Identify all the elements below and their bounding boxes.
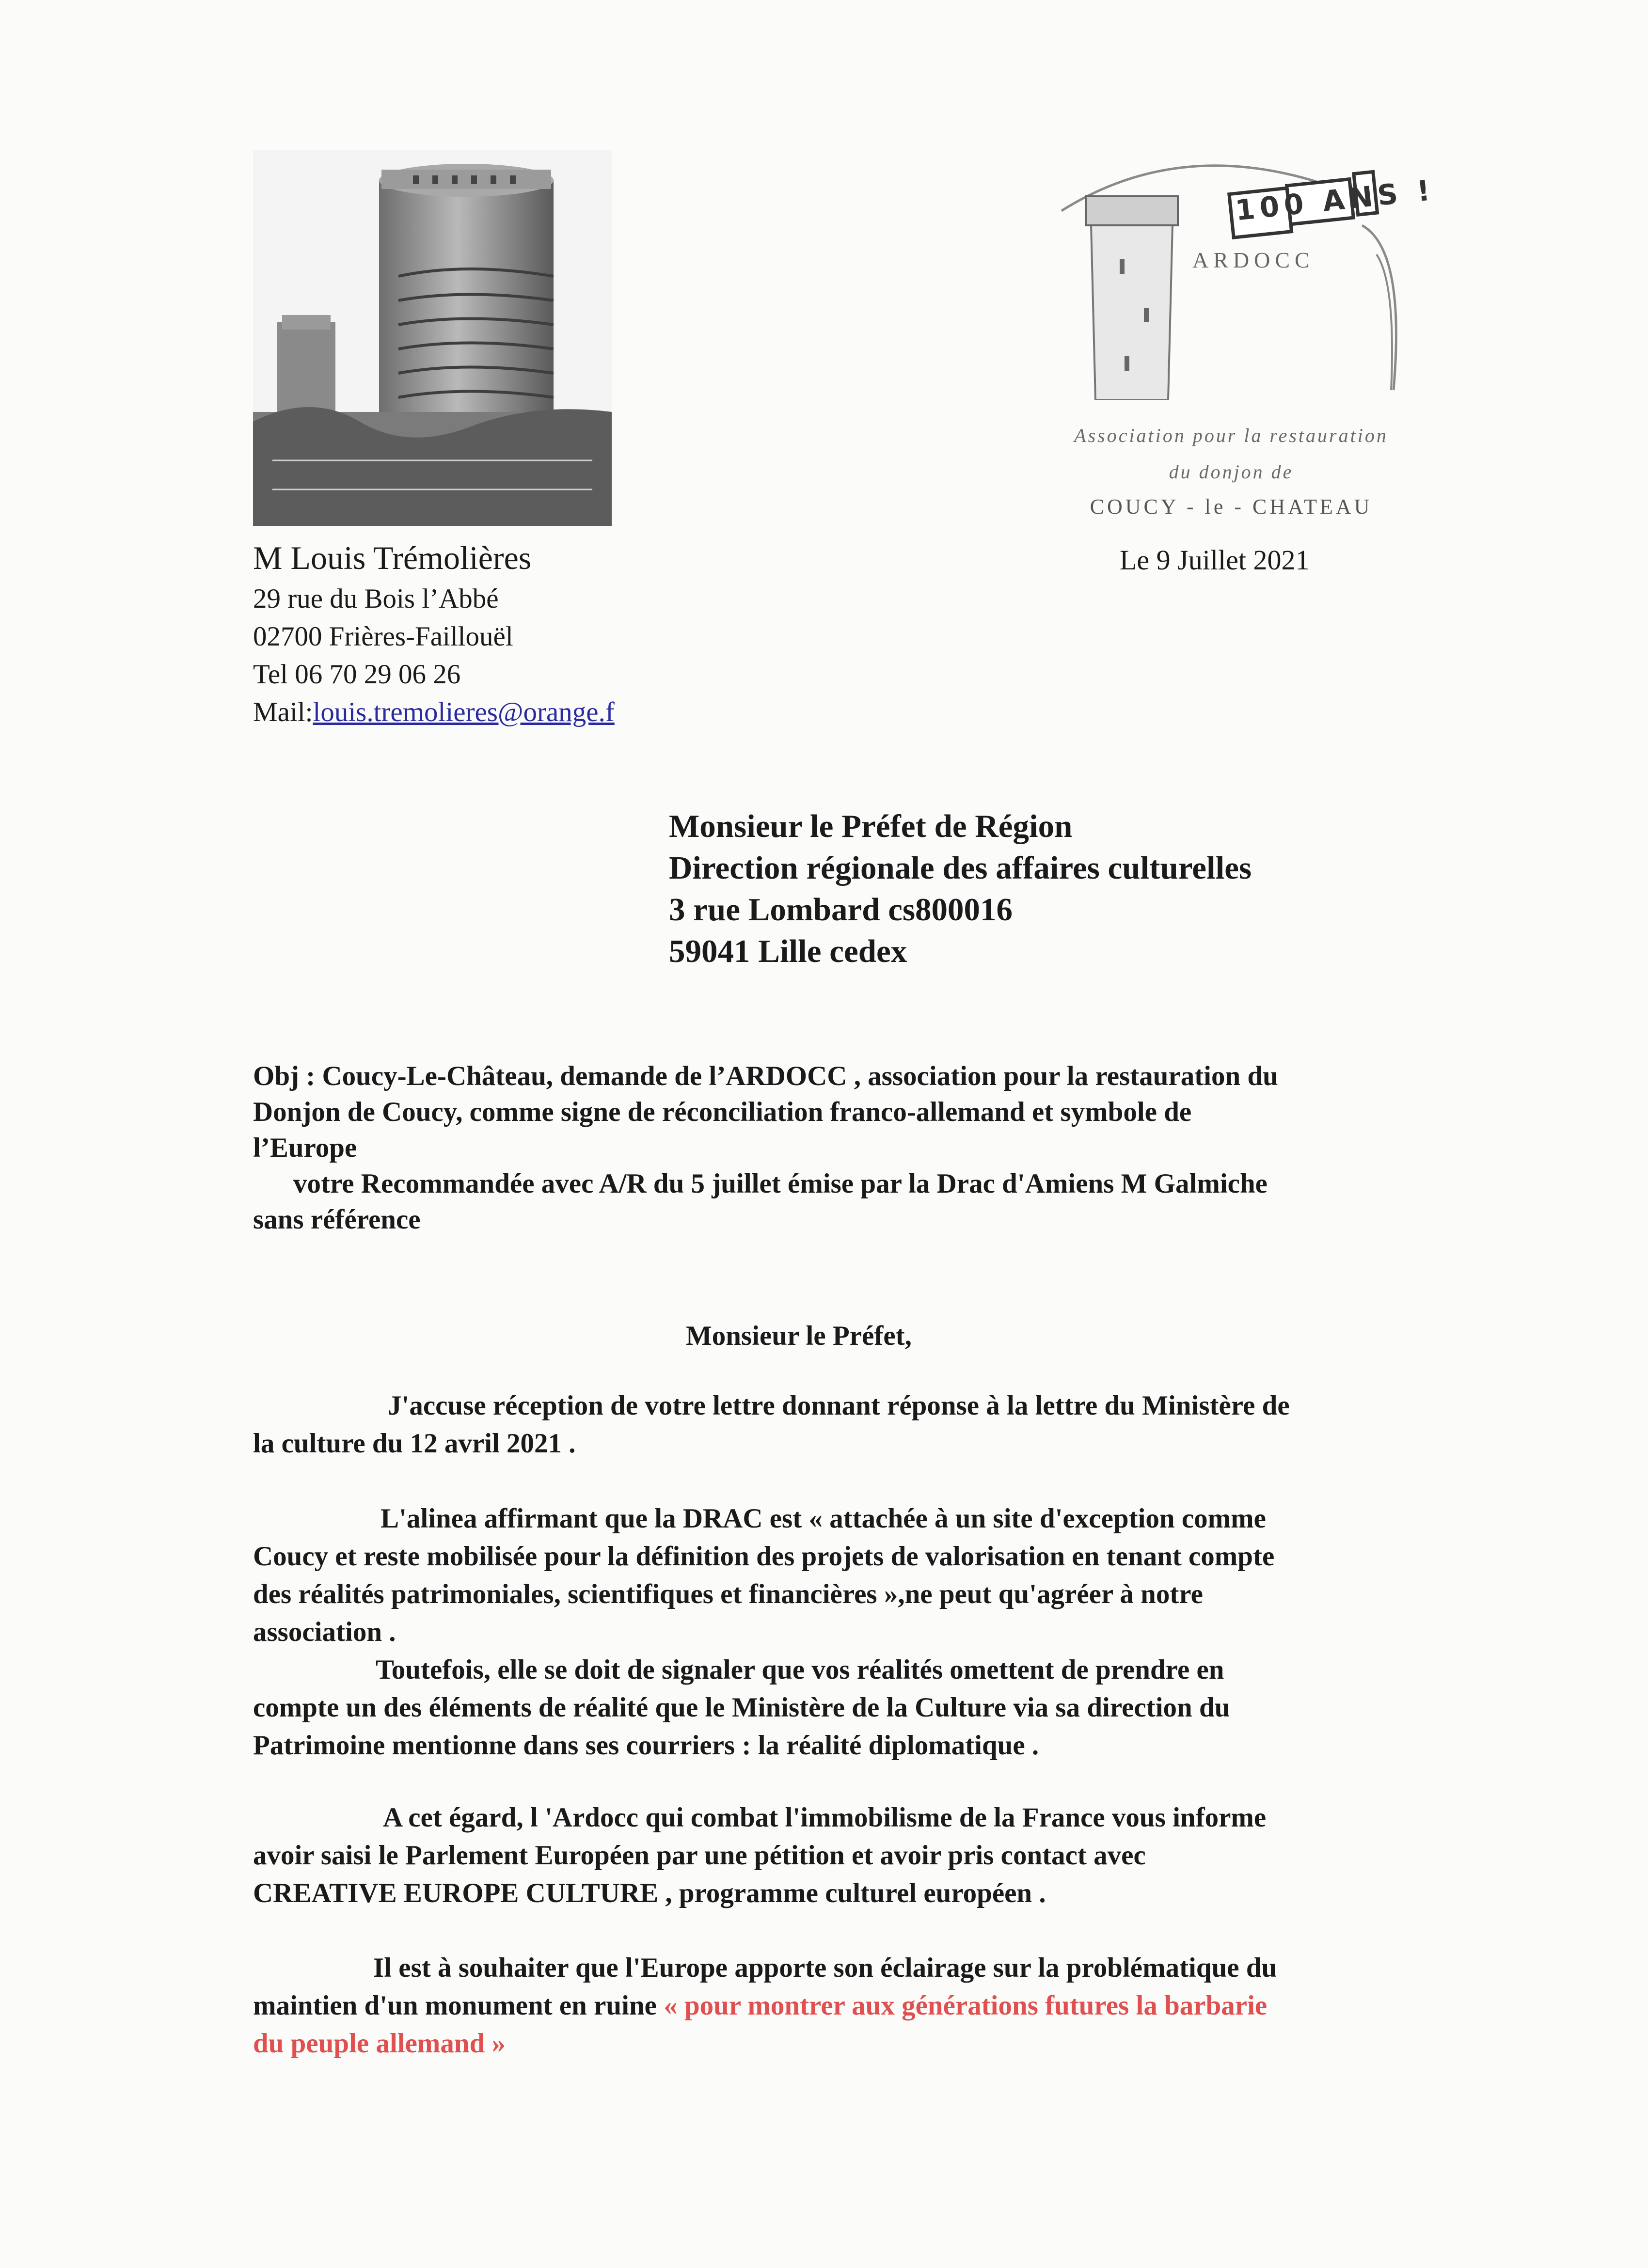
sender-mail-line bbox=[253, 695, 615, 730]
logo-tagline-2: du donjon de bbox=[1169, 461, 1294, 483]
mail-label: Mail: bbox=[253, 697, 313, 727]
sender-city: 02700 Frières-Faillouël bbox=[253, 621, 513, 652]
para2-line-1: L'alinea affirmant que la DRAC est « attachée à un site d'exception comme bbox=[380, 1503, 1266, 1534]
sender-street: 29 rue du Bois l’Abbé bbox=[253, 583, 499, 614]
para2-line-3: des réalités patrimoniales, scientifiques et financières »,ne peut qu'agréer à notre bbox=[253, 1579, 1203, 1609]
para1-line-2: la culture du 12 avril 2021 . bbox=[253, 1428, 576, 1459]
sender-phone: Tel 06 70 29 06 26 bbox=[253, 659, 461, 690]
logo-tagline-3: COUCY - le - CHATEAU bbox=[1090, 495, 1373, 519]
object-line-3: l’Europe bbox=[253, 1133, 357, 1163]
salutation: Monsieur le Préfet, bbox=[686, 1321, 912, 1351]
object-line-1: Obj : Coucy-Le-Château, demande de l’ARDOCC , association pour la restauration du bbox=[253, 1061, 1278, 1091]
recipient-line-4: 59041 Lille cedex bbox=[669, 933, 907, 969]
sender-name: M Louis Trémolières bbox=[253, 539, 532, 576]
email-link[interactable]: louis.tremolieres@orange.f bbox=[313, 697, 615, 727]
para4-line-2: avoir saisi le Parlement Européen par une pétition et avoir pris contact avec bbox=[253, 1840, 1146, 1871]
tower-photo bbox=[253, 150, 612, 526]
recipient-line-3: 3 rue Lombard cs800016 bbox=[669, 892, 1013, 928]
letter-date: Le 9 Juillet 2021 bbox=[1120, 544, 1310, 576]
recipient-line-1: Monsieur le Préfet de Région bbox=[669, 808, 1073, 844]
object-line-2: Donjon de Coucy, comme signe de réconciliation franco-allemand et symbole de bbox=[253, 1097, 1192, 1127]
para5-line-1: Il est à souhaiter que l'Europe apporte son éclairage sur la problématique du bbox=[373, 1953, 1277, 1983]
para5-line-2 bbox=[253, 1987, 1474, 2025]
anniversary-badge: 100 ANS ! bbox=[1234, 173, 1437, 227]
para3-line-1: Toutefois, elle se doit de signaler que vos réalités omettent de prendre en bbox=[376, 1654, 1224, 1685]
para4-line-1: A cet égard, l 'Ardocc qui combat l'immobilisme de la France vous informe bbox=[383, 1802, 1267, 1833]
para3-line-3: Patrimoine mentionne dans ses courriers : la réalité diplomatique . bbox=[253, 1730, 1039, 1761]
recipient-line-2: Direction régionale des affaires culturelles bbox=[669, 850, 1252, 886]
quote-barbarie: « pour montrer aux générations futures la barbarie bbox=[664, 1990, 1268, 2021]
ardocc-logo bbox=[1047, 138, 1437, 519]
object-line-4: votre Recommandée avec A/R du 5 juillet émise par la Drac d'Amiens M Galmiche bbox=[293, 1168, 1268, 1199]
para3-line-2: compte un des éléments de réalité que le Ministère de la Culture via sa direction du bbox=[253, 1692, 1230, 1723]
para2-line-4: association . bbox=[253, 1617, 396, 1647]
para1-line-1: J'accuse réception de votre lettre donnant réponse à la lettre du Ministère de bbox=[388, 1390, 1290, 1421]
para4-line-3: CREATIVE EUROPE CULTURE , programme culturel européen . bbox=[253, 1878, 1046, 1908]
para5-line-3-quote: du peuple allemand » bbox=[253, 2028, 506, 2059]
para2-line-2: Coucy et reste mobilisée pour la définition des projets de valorisation en tenant compte bbox=[253, 1541, 1275, 1572]
logo-name: ARDOCC bbox=[1192, 248, 1315, 272]
object-line-5: sans référence bbox=[253, 1204, 421, 1235]
para5-line-2-text: maintien d'un monument en ruine bbox=[253, 1990, 664, 2021]
logo-tagline-1: Association pour la restauration bbox=[1074, 425, 1388, 446]
